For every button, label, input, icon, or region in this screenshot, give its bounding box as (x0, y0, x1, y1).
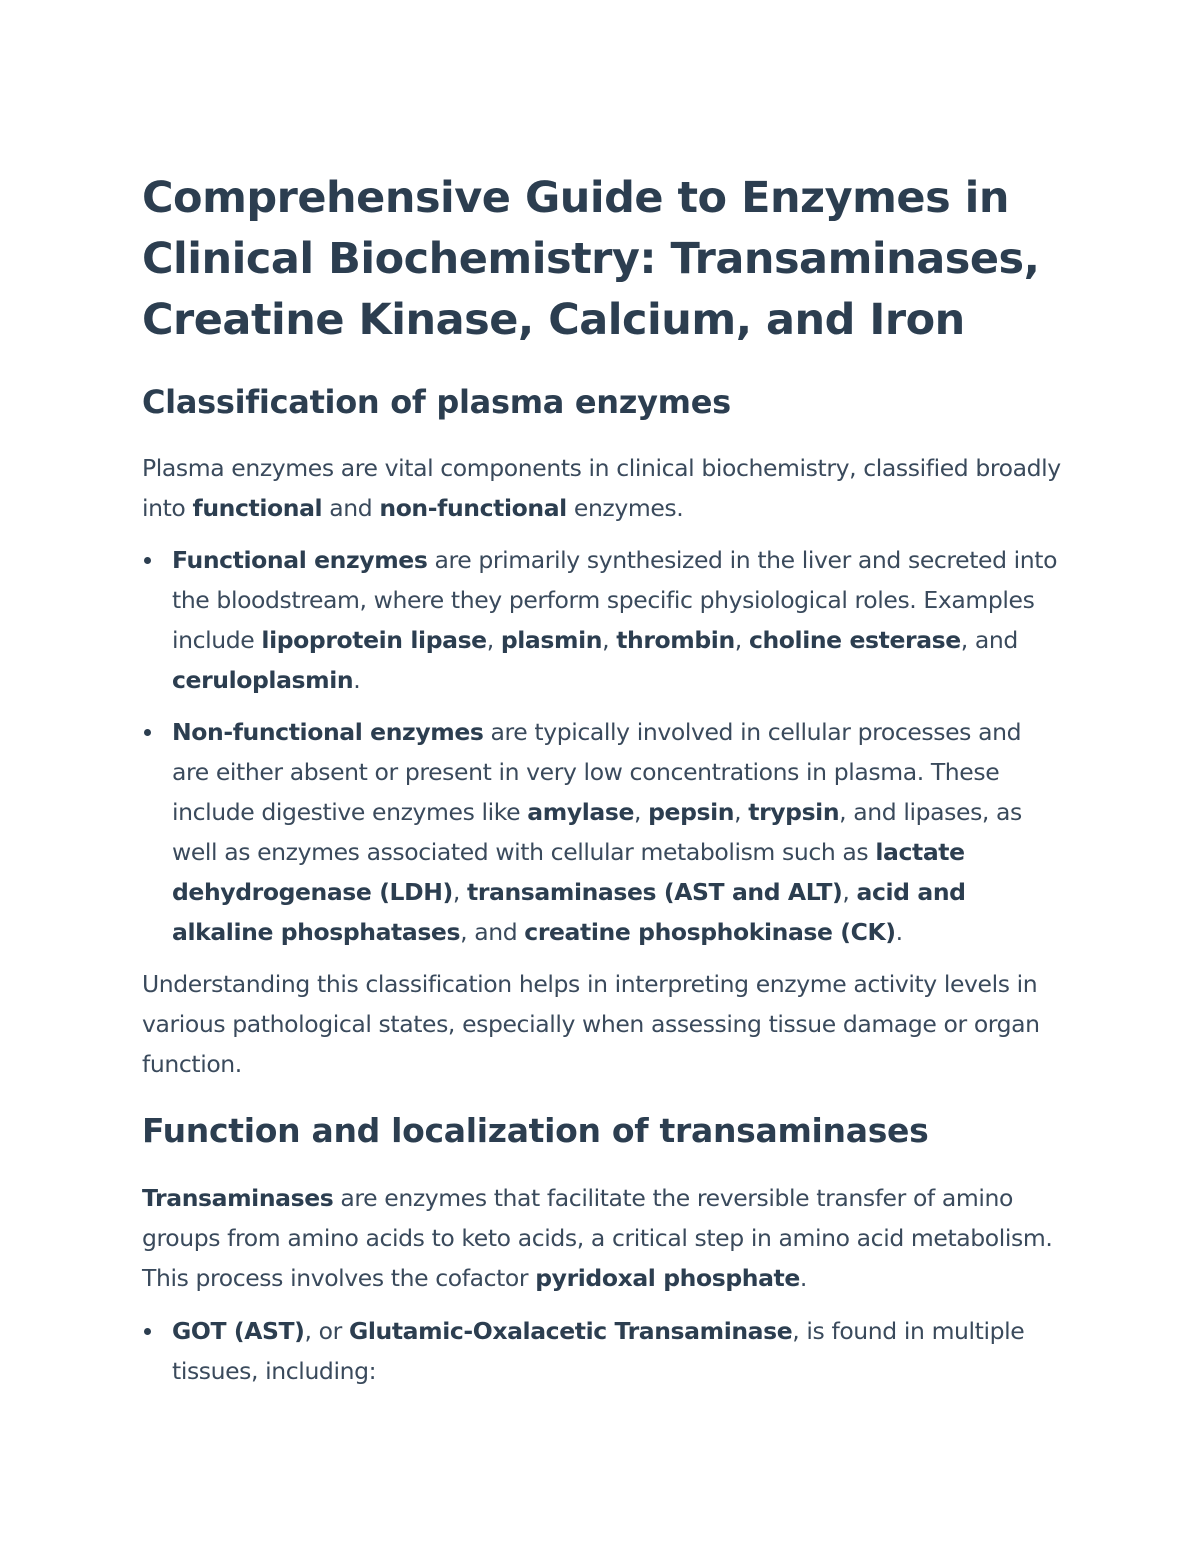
bullet-dot-icon (144, 1328, 151, 1335)
classification-closing-paragraph: Understanding this classification helps in interpreting enzyme activity levels in various pathological states, especially when assessing tissue damage or organ function. (142, 970, 1040, 1078)
document-title: Comprehensive Guide to Enzymes in Clinical Biochemistry: Transaminases, Creatine Kinase, Calcium, and Iron (142, 173, 1040, 345)
classification-intro-paragraph: Plasma enzymes are vital components in clinical biochemistry, classified broadly into functional and non-functional enzymes. (142, 454, 1061, 522)
section-heading-transaminases: Function and localization of transaminases (142, 1111, 929, 1150)
transaminase-list (142, 1311, 1062, 1391)
list-item-non-functional-enzymes: Non-functional enzymes are typically involved in cellular processes and are either absent or present in very low concentrations in plasma. These include digestive enzymes like amylase, pepsin, trypsin, and lipases, as well as enzymes associated with cellular metabolism such as lactate dehydrogenase (LDH), transaminases (AST and ALT), acid and alkaline phosphatases, and creatine phosphokinase (CK). (142, 712, 1062, 952)
bullet-dot-icon (144, 557, 151, 564)
enzyme-type-list (142, 540, 1062, 952)
list-item-got-ast: GOT (AST), or Glutamic-Oxalacetic Transaminase, is found in multiple tissues, including: (142, 1311, 1062, 1391)
bullet-dot-icon (144, 729, 151, 736)
list-item-functional-enzymes: Functional enzymes are primarily synthesized in the liver and secreted into the bloodstream, where they perform specific physiological roles. Examples include lipoprotein lipase, plasmin, thrombin, choline esterase, and ceruloplasmin. (142, 540, 1062, 700)
section-heading-classification: Classification of plasma enzymes (142, 383, 731, 421)
transaminases-intro-paragraph: Transaminases are enzymes that facilitate the reversible transfer of amino groups from amino acids to keto acids, a critical step in amino acid metabolism. This process involves the cofactor pyridoxal phosphate. (142, 1184, 1053, 1292)
